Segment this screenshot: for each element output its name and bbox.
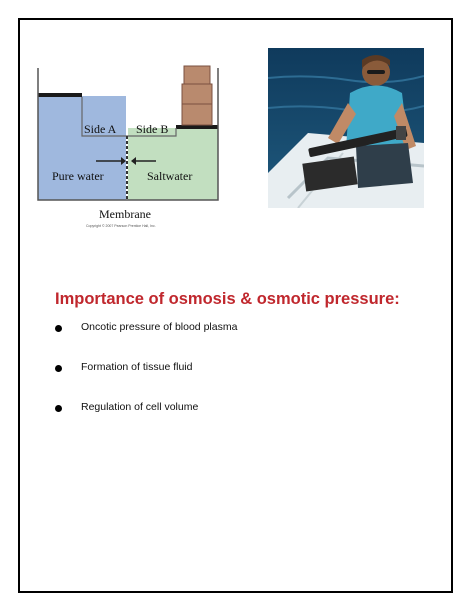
photo-person-with-instrument <box>268 48 424 208</box>
membrane-label: Membrane <box>99 207 151 221</box>
bullet-dot-icon <box>55 325 62 332</box>
bullet-text: Oncotic pressure of blood plasma <box>81 321 238 333</box>
bullet-list <box>55 320 425 440</box>
pure-water-label: Pure water <box>52 169 104 183</box>
list-item <box>55 320 425 360</box>
saltwater-label: Saltwater <box>147 169 193 183</box>
copyright-text: Copyright © 2007 Pearson Prentice Hall, Inc. <box>86 224 156 228</box>
osmosis-diagram <box>36 56 226 231</box>
bullet-dot-icon <box>55 365 62 372</box>
weights-stack <box>182 66 212 125</box>
side-b-label: Side B <box>136 122 169 136</box>
section-heading: Importance of osmosis & osmotic pressure: <box>55 290 400 308</box>
bullet-dot-icon <box>55 405 62 412</box>
side-a-label: Side A <box>84 122 117 136</box>
bullet-text: Regulation of cell volume <box>81 401 199 413</box>
list-item <box>55 400 425 440</box>
list-item <box>55 360 425 400</box>
bullet-text: Formation of tissue fluid <box>81 361 193 373</box>
saltwater-fill <box>128 128 218 200</box>
right-piston <box>176 125 218 129</box>
left-piston <box>38 93 82 97</box>
